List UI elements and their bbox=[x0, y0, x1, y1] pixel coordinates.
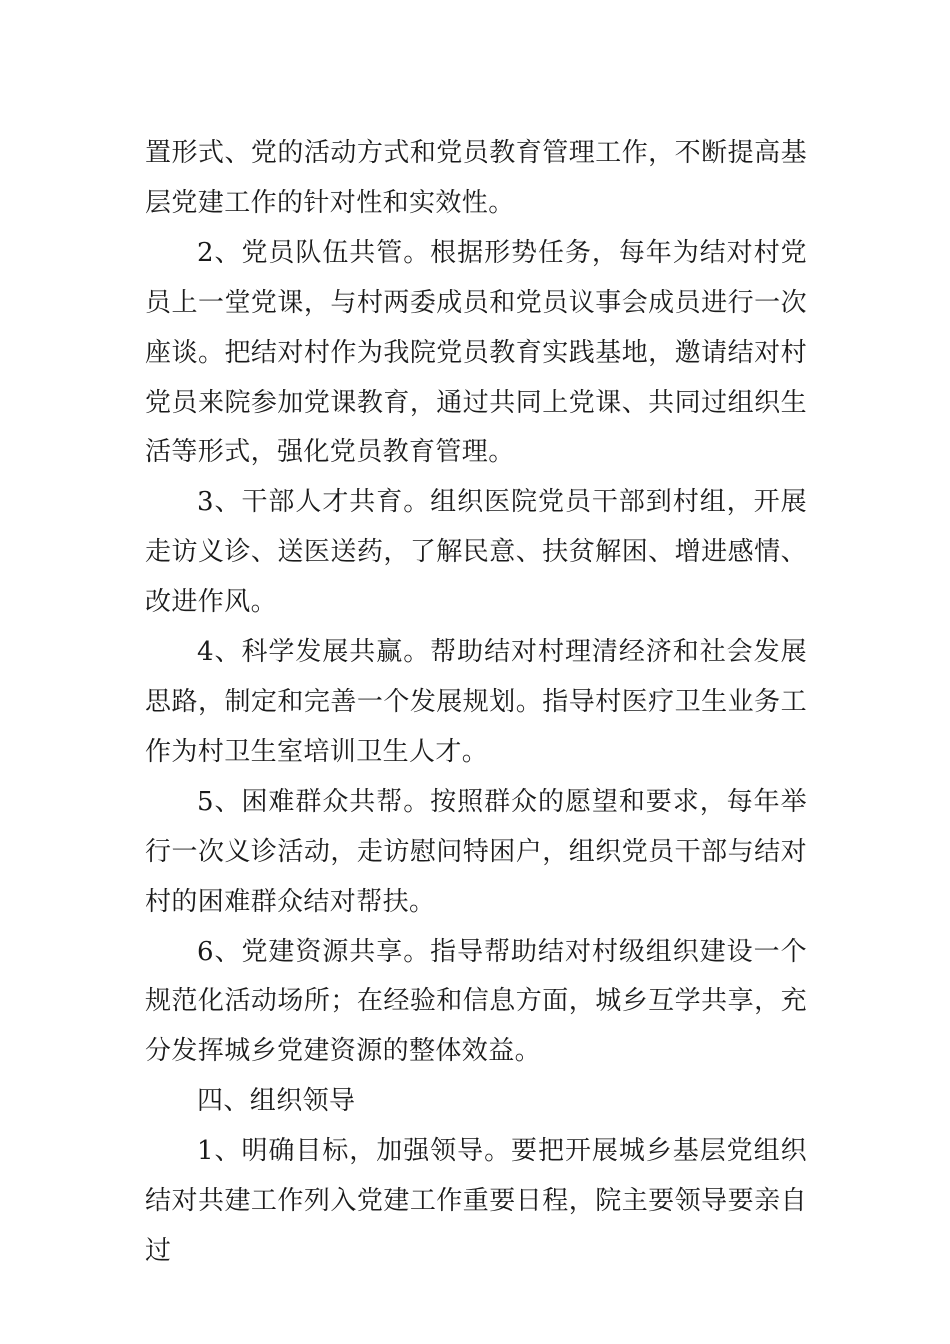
section-heading: 四、组织领导 bbox=[197, 1086, 356, 1117]
document-body bbox=[145, 129, 807, 1277]
paragraph-continuation: 置形式、党的活动方式和党员教育管理工作，不断提高基层党建工作的针对性和实效性。 bbox=[145, 138, 807, 218]
paragraph-item-6: 6、党建资源共享。指导帮助结对村级组织建设一个规范化活动场所；在经验和信息方面，城乡互学共享，充分发挥城乡党建资源的整体效益。 bbox=[145, 936, 807, 1067]
paragraph-item-4: 4、科学发展共赢。帮助结对村理清经济和社会发展思路，制定和完善一个发展规划。指导村医疗卫生业务工作为村卫生室培训卫生人才。 bbox=[145, 637, 807, 767]
paragraph-item-5: 5、困难群众共帮。按照群众的愿望和要求，每年举行一次义诊活动，走访慰问特困户，组织党员干部与结对村的困难群众结对帮扶。 bbox=[145, 786, 807, 917]
paragraph-item-2: 2、党员队伍共管。根据形势任务，每年为结对村党员上一堂党课，与村两委成员和党员议事会成员进行一次座谈。把结对村作为我院党员教育实践基地，邀请结对村党员来院参加党课教育，通过共同上党课、共同过组织生活等形式，强化党员教育管理。 bbox=[145, 237, 807, 468]
paragraph-section4-item-1: 1、明确目标，加强领导。要把开展城乡基层党组织结对共建工作列入党建工作重要日程，院主要领导要亲自过 bbox=[145, 1136, 807, 1266]
paragraph-item-3: 3、干部人才共育。组织医院党员干部到村组，开展走访义诊、送医送药，了解民意、扶贫解困、增进感情、改进作风。 bbox=[145, 487, 807, 618]
